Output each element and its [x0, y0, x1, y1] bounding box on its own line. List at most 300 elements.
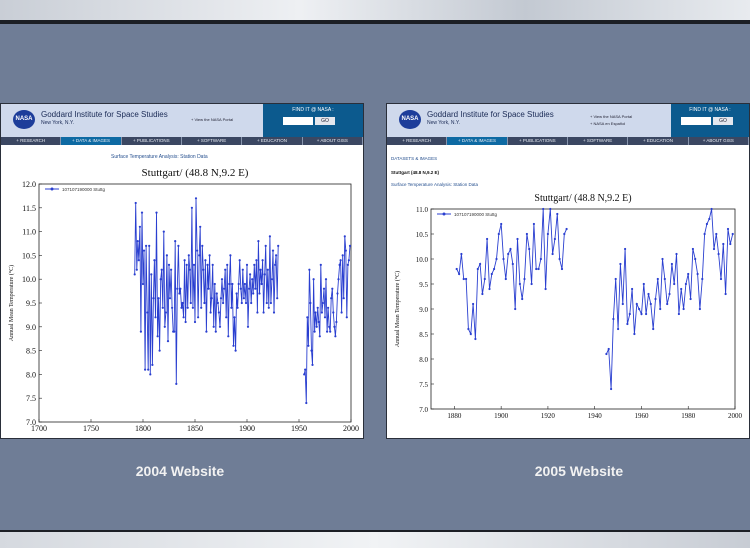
data-point [195, 197, 197, 199]
data-point [675, 253, 677, 255]
data-point [531, 283, 533, 285]
site-header [1, 104, 263, 137]
data-point [149, 373, 151, 375]
data-point [318, 321, 320, 323]
data-point [680, 288, 682, 290]
data-point [633, 333, 635, 335]
institute-location: New York, N.Y. [427, 120, 460, 126]
search-input[interactable] [681, 117, 711, 125]
data-point [166, 254, 168, 256]
institute-name[interactable]: Goddard Institute for Space Studies [427, 110, 554, 119]
nav-publications[interactable]: + PUBLICATIONS [508, 137, 568, 145]
data-point [218, 311, 220, 313]
data-point [207, 288, 209, 290]
data-point [704, 233, 706, 235]
x-tick-label: 1980 [681, 412, 696, 420]
data-point [199, 226, 201, 228]
data-point [701, 278, 703, 280]
data-point [652, 328, 654, 330]
data-point [249, 273, 251, 275]
data-point [507, 253, 509, 255]
data-point [197, 316, 199, 318]
nav-software[interactable]: + SOFTWARE [182, 137, 242, 145]
data-point [554, 238, 556, 240]
data-point [495, 258, 497, 260]
data-point [650, 303, 652, 305]
find-it-box [671, 104, 749, 137]
data-point [244, 283, 246, 285]
data-point [732, 233, 734, 235]
data-point [326, 331, 328, 333]
data-point [229, 254, 231, 256]
data-point [622, 303, 624, 305]
data-point [138, 259, 140, 261]
data-point [608, 348, 610, 350]
data-point [322, 302, 324, 304]
series-line [135, 198, 279, 384]
data-point [233, 316, 235, 318]
data-point [561, 268, 563, 270]
data-point [221, 278, 223, 280]
data-point [690, 298, 692, 300]
data-point [265, 245, 267, 247]
y-tick-label: 11.0 [416, 206, 428, 214]
data-point [134, 273, 136, 275]
data-point [241, 302, 243, 304]
data-point [223, 288, 225, 290]
data-point [253, 264, 255, 266]
data-point [725, 293, 727, 295]
data-point [687, 273, 689, 275]
data-point [566, 228, 568, 230]
y-tick-label: 10.0 [22, 275, 36, 285]
data-point [488, 288, 490, 290]
data-point [643, 283, 645, 285]
data-point [505, 278, 507, 280]
portal-link[interactable]: + View the NASA Portal [590, 114, 633, 119]
y-tick-label: 8.0 [26, 370, 36, 380]
y-tick-label: 11.5 [22, 203, 36, 213]
data-point [528, 248, 530, 250]
data-point [315, 311, 317, 313]
data-point [136, 269, 138, 271]
data-point [314, 331, 316, 333]
x-tick-label: 1950 [291, 424, 307, 433]
data-point [163, 231, 165, 233]
data-point [514, 308, 516, 310]
data-point [201, 245, 203, 247]
data-point [231, 283, 233, 285]
nav-data-images[interactable]: + DATA & IMAGES [447, 137, 507, 145]
data-point [267, 269, 269, 271]
temperature-chart-2004 [1, 166, 361, 436]
data-point [264, 273, 266, 275]
data-point [523, 278, 525, 280]
caption-2005: 2005 Website [534, 463, 624, 479]
data-point [631, 288, 633, 290]
data-point [303, 373, 305, 375]
data-point [187, 307, 189, 309]
caption-2004: 2004 Website [135, 463, 225, 479]
data-point [671, 263, 673, 265]
data-point [545, 288, 547, 290]
data-point [610, 388, 612, 390]
y-tick-label: 9.5 [419, 281, 428, 289]
data-point [274, 264, 276, 266]
x-tick-label: 1900 [239, 424, 255, 433]
nasa-logo-icon[interactable]: NASA [13, 110, 35, 129]
y-tick-label: 8.0 [419, 356, 428, 364]
nav-education[interactable]: + EDUCATION [242, 137, 302, 145]
data-point [673, 283, 675, 285]
data-point [184, 259, 186, 261]
data-point [225, 316, 227, 318]
data-point [685, 283, 687, 285]
y-tick-label: 9.0 [26, 322, 36, 332]
data-point [167, 340, 169, 342]
data-point [153, 259, 155, 261]
data-point [321, 311, 323, 313]
data-point [619, 263, 621, 265]
data-point [629, 313, 631, 315]
go-button[interactable]: GO [315, 117, 335, 125]
y-tick-label: 9.5 [26, 299, 36, 308]
data-point [347, 264, 349, 266]
data-point [258, 292, 260, 294]
y-tick-label: 7.0 [419, 406, 428, 414]
data-point [332, 311, 334, 313]
data-point [222, 302, 224, 304]
breadcrumb[interactable]: DATASETS & IMAGES [391, 156, 438, 161]
data-point [317, 307, 319, 309]
data-point [175, 383, 177, 385]
data-point [147, 369, 149, 371]
series-line [606, 209, 732, 389]
data-point [190, 302, 192, 304]
data-point [615, 278, 617, 280]
data-point [335, 321, 337, 323]
data-point [481, 293, 483, 295]
data-point [139, 226, 141, 228]
nav-research[interactable]: + RESEARCH [1, 137, 61, 145]
data-point [150, 273, 152, 275]
data-point [211, 297, 213, 299]
data-point [549, 208, 551, 210]
y-tick-label: 8.5 [419, 331, 428, 339]
data-point [345, 250, 347, 252]
data-point [245, 302, 247, 304]
data-point [158, 297, 160, 299]
data-point [647, 293, 649, 295]
data-point [519, 283, 521, 285]
data-point [212, 264, 214, 266]
data-point [239, 259, 241, 261]
data-point [458, 273, 460, 275]
data-point [659, 308, 661, 310]
data-point [339, 264, 341, 266]
data-point [708, 218, 710, 220]
data-point [135, 202, 137, 204]
data-point [306, 316, 308, 318]
page-subheading: Surface Temperature Analysis: Station Data [111, 154, 208, 160]
data-point [311, 364, 313, 366]
data-point [327, 307, 329, 309]
nav-about-giss[interactable]: + ABOUT GISS [303, 137, 363, 145]
data-point [155, 212, 157, 214]
data-point [556, 213, 558, 215]
data-point [456, 268, 458, 270]
data-point [215, 331, 217, 333]
data-point [474, 338, 476, 340]
data-point [512, 263, 514, 265]
data-point [235, 350, 237, 352]
data-point [477, 268, 479, 270]
data-point [344, 235, 346, 237]
x-tick-label: 2000 [728, 412, 742, 420]
data-point [547, 233, 549, 235]
data-point [185, 321, 187, 323]
data-point [711, 208, 713, 210]
y-tick-label: 10.5 [22, 251, 36, 261]
go-button[interactable]: GO [713, 117, 733, 125]
data-point [498, 233, 500, 235]
data-point [165, 311, 167, 313]
data-point [188, 254, 190, 256]
data-point [319, 335, 321, 337]
data-point [654, 298, 656, 300]
data-point [186, 264, 188, 266]
data-point [277, 245, 279, 247]
data-point [219, 326, 221, 328]
espanol-link[interactable]: + NASA en Español [590, 121, 626, 126]
nav-bar [1, 137, 363, 145]
data-point [331, 288, 333, 290]
data-point [191, 207, 193, 209]
data-point [460, 253, 462, 255]
data-point [189, 269, 191, 271]
data-point [257, 240, 259, 242]
data-point [692, 248, 694, 250]
x-tick-label: 2000 [343, 424, 359, 433]
nav-data-images[interactable]: + DATA & IMAGES [61, 137, 121, 145]
data-point [236, 292, 238, 294]
data-point [176, 288, 178, 290]
y-tick-label: 12.0 [22, 180, 36, 189]
data-point [626, 323, 628, 325]
series-line [304, 236, 350, 403]
data-point [237, 307, 239, 309]
data-point [224, 269, 226, 271]
data-point [668, 293, 670, 295]
data-point [516, 238, 518, 240]
data-point [342, 254, 344, 256]
data-point [177, 245, 179, 247]
data-point [325, 278, 327, 280]
data-point [256, 311, 258, 313]
data-point [664, 278, 666, 280]
data-point [346, 316, 348, 318]
data-point [226, 264, 228, 266]
data-point [467, 328, 469, 330]
data-point [145, 245, 147, 247]
data-point [304, 369, 306, 371]
data-point [198, 254, 200, 256]
data-point [140, 331, 142, 333]
x-tick-label: 1940 [587, 412, 602, 420]
data-point [270, 302, 272, 304]
institute-location: New York, N.Y. [41, 120, 74, 126]
y-axis-label: Annual Mean Temperature (°C) [9, 264, 15, 342]
nav-research[interactable]: + RESEARCH [387, 137, 447, 145]
data-point [337, 278, 339, 280]
data-point [334, 335, 336, 337]
data-point [697, 273, 699, 275]
data-point [624, 248, 626, 250]
y-tick-label: 7.0 [26, 418, 36, 427]
data-point [268, 307, 270, 309]
find-label: FIND IT @ NASA : [689, 107, 731, 113]
data-point [329, 331, 331, 333]
data-point [729, 243, 731, 245]
data-point [320, 264, 322, 266]
data-point [181, 302, 183, 304]
screenshot-2004 [0, 103, 364, 439]
data-point [252, 292, 254, 294]
data-point [151, 364, 153, 366]
data-point [563, 233, 565, 235]
temperature-chart-2005 [387, 189, 747, 437]
data-point [232, 345, 234, 347]
data-point [683, 308, 685, 310]
data-point [178, 292, 180, 294]
data-point [259, 269, 261, 271]
legend-label: 107107190000 Stuttg [454, 212, 498, 217]
data-point [137, 240, 139, 242]
portal-link[interactable]: + View the NASA Portal [191, 117, 234, 122]
data-point [509, 248, 511, 250]
data-point [535, 268, 537, 270]
data-point [217, 302, 219, 304]
data-point [349, 245, 351, 247]
institute-name[interactable]: Goddard Institute for Space Studies [41, 110, 168, 119]
data-point [183, 316, 185, 318]
data-point [238, 283, 240, 285]
data-point [171, 307, 173, 309]
data-point [157, 335, 159, 337]
data-point [706, 223, 708, 225]
data-point [491, 273, 493, 275]
data-point [307, 345, 309, 347]
data-point [180, 307, 182, 309]
nav-software[interactable]: + SOFTWARE [568, 137, 628, 145]
y-tick-label: 11.0 [22, 227, 36, 237]
data-point [638, 308, 640, 310]
data-point [324, 316, 326, 318]
data-point [340, 259, 342, 261]
data-point [559, 258, 561, 260]
data-point [216, 292, 218, 294]
data-point [336, 292, 338, 294]
data-point [247, 326, 249, 328]
data-point [348, 259, 350, 261]
data-point [605, 353, 607, 355]
data-point [269, 235, 271, 237]
data-point [275, 254, 277, 256]
data-point [542, 208, 544, 210]
data-point [251, 278, 253, 280]
data-point [470, 333, 472, 335]
data-point [617, 328, 619, 330]
data-point [230, 307, 232, 309]
nav-bar [387, 137, 749, 145]
data-point [330, 297, 332, 299]
data-point [142, 283, 144, 285]
data-point [699, 308, 701, 310]
y-tick-label: 7.5 [419, 381, 428, 389]
data-point [310, 350, 312, 352]
page-subheading: Surface Temperature Analysis: Station Data [391, 182, 478, 187]
search-input[interactable] [283, 117, 313, 125]
data-point [540, 258, 542, 260]
data-point [206, 264, 208, 266]
nav-about-giss[interactable]: + ABOUT GISS [689, 137, 749, 145]
data-point [715, 233, 717, 235]
data-point [214, 283, 216, 285]
data-point [246, 264, 248, 266]
data-point [170, 269, 172, 271]
data-point [144, 369, 146, 371]
data-point [472, 303, 474, 305]
data-point [148, 245, 150, 247]
data-point [196, 250, 198, 252]
data-point [160, 278, 162, 280]
nav-publications[interactable]: + PUBLICATIONS [122, 137, 182, 145]
data-point [179, 288, 181, 290]
data-point [533, 223, 535, 225]
nav-education[interactable]: + EDUCATION [628, 137, 688, 145]
data-point [323, 288, 325, 290]
data-point [636, 303, 638, 305]
data-point [261, 283, 263, 285]
nasa-logo-icon[interactable]: NASA [399, 110, 421, 129]
top-frame-bar [0, 0, 750, 22]
data-point [193, 264, 195, 266]
data-point [484, 278, 486, 280]
data-point [169, 297, 171, 299]
station-line: Stuttgart (48.8 N,9.2 E) [391, 170, 440, 175]
data-point [341, 311, 343, 313]
x-tick-label: 1900 [494, 412, 509, 420]
data-point [227, 335, 229, 337]
data-point [202, 269, 204, 271]
data-point [645, 313, 647, 315]
chart-title: Stuttgart/ (48.8 N,9.2 E) [141, 167, 249, 179]
bottom-frame-bar [0, 532, 750, 548]
data-point [727, 228, 729, 230]
data-point [200, 307, 202, 309]
top-frame-line [0, 20, 750, 24]
data-point [243, 297, 245, 299]
y-axis-label: Annual Mean Temperature (°C) [395, 270, 401, 348]
data-point [500, 223, 502, 225]
x-tick-label: 1750 [83, 424, 99, 433]
y-tick-label: 10.0 [415, 256, 428, 264]
data-point [538, 268, 540, 270]
data-point [262, 259, 264, 261]
data-point [203, 302, 205, 304]
y-tick-label: 10.5 [415, 231, 428, 239]
data-point [162, 307, 164, 309]
